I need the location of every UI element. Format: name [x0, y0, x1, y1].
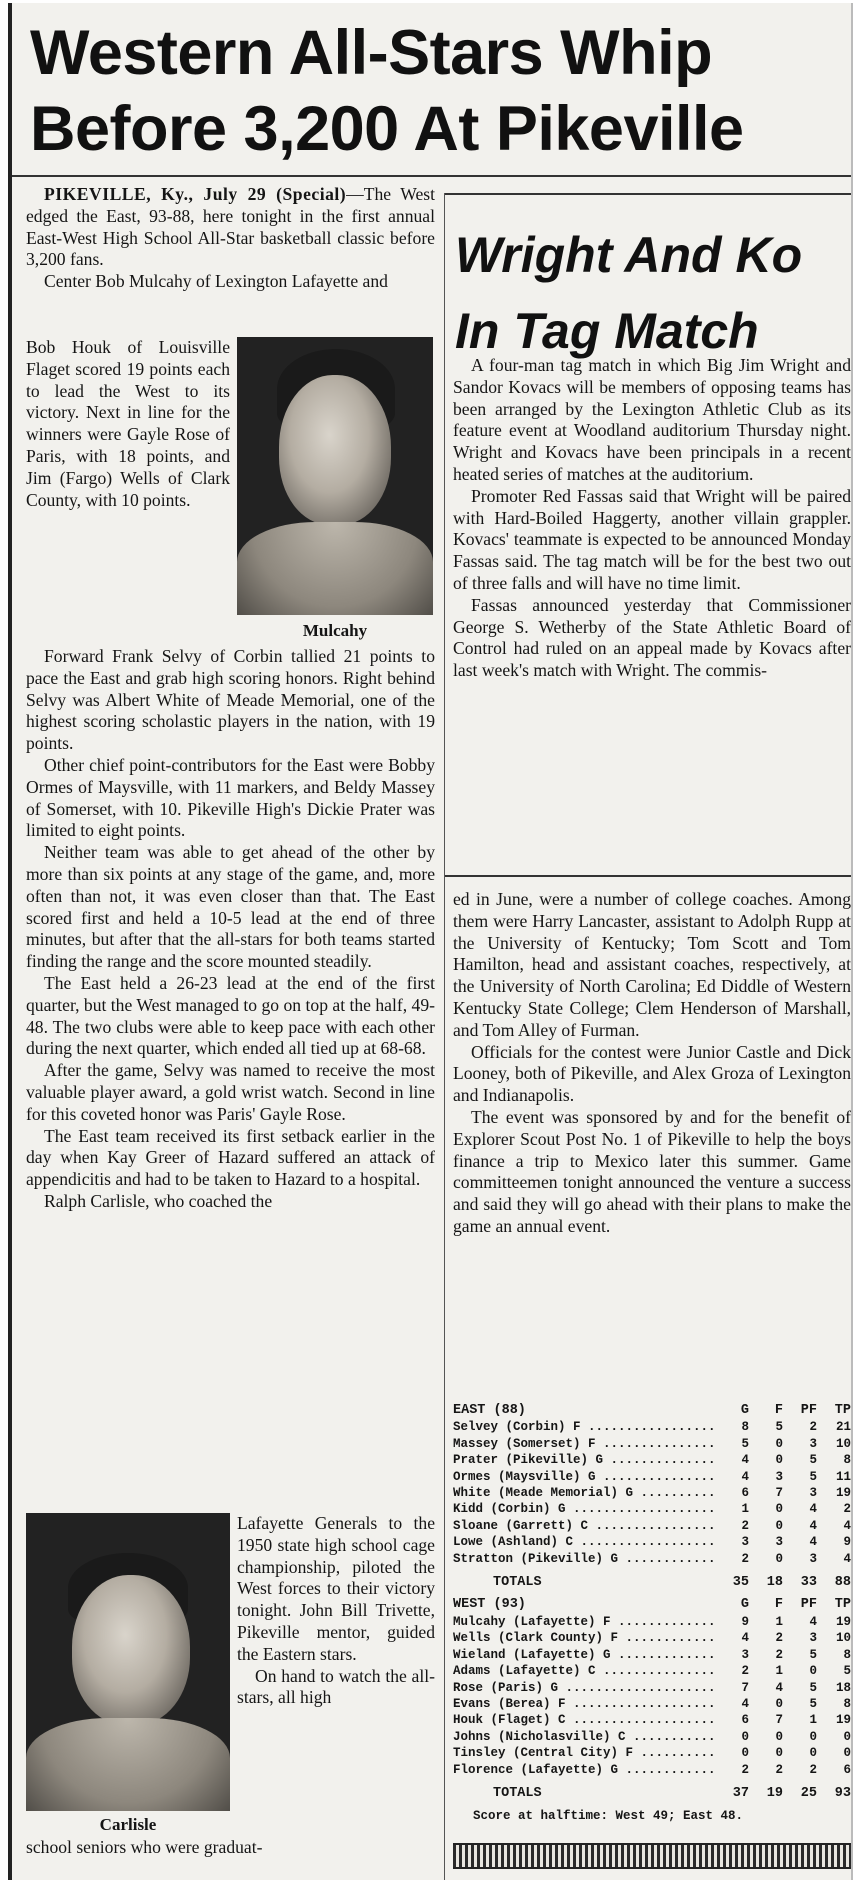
paragraph-6: The East held a 26-23 lead at the end of the first quarter, but the West managed to go on top at the half, 49-48. The two clubs were able to keep pace with each other during the next quarter, which ended all tied up at 68-68. [26, 972, 435, 1059]
wrestling-article [453, 355, 851, 682]
east-totals-row: TOTALS 35 18 33 88 [493, 1575, 851, 1591]
box-score-player-row: Lowe (Ashland) C ..... 3 3 4 9 [453, 1534, 853, 1550]
box-score [453, 1403, 853, 1825]
box-score-player-row: Mulcahy (Lafayette) F ..... 9 1 4 19 [453, 1614, 853, 1630]
headline-line-1: Western All-Stars Whip [30, 18, 713, 88]
wrestling-paragraph-2: Promoter Red Fassas said that Wright will be paired with Hard-Boiled Haggerty, another villain grappler. Kovacs' teammate is expected to be announced Monday Fassas said. The tag match will be for the best two out of three falls and will have no time limit. [453, 485, 851, 593]
decorative-border-strip [453, 1843, 853, 1869]
mulcahy-photo [237, 337, 433, 615]
box-score-player-row: Houk (Flaget) C ..... 6 7 1 19 [453, 1712, 853, 1728]
west-totals-row: TOTALS 37 19 25 93 [493, 1785, 851, 1801]
headline-rule [12, 175, 853, 177]
paragraph-4: Other chief point-contributors for the East were Bobby Ormes of Maysville, with 11 markers, and Beldy Massey of Somerset, with 10. Pikeville High's Dickie Prater was limited to eight points. [26, 754, 435, 841]
box-score-player-row: Johns (Nicholasville) C ..... 0 0 0 0 [453, 1729, 853, 1745]
box-score-player-row: Massey (Somerset) F ..... 5 0 3 10 [453, 1436, 853, 1452]
wrestling-headline-line-2: In Tag Match [455, 303, 759, 359]
box-score-player-row: Kidd (Corbin) G ..... 1 0 4 2 [453, 1501, 853, 1517]
continued-paragraph-2: Officials for the contest were Junior Castle and Dick Looney, both of Pikeville, and Alex Groza of Lexington and Indianapolis. [453, 1041, 851, 1106]
left-column-wrap-1 [26, 337, 230, 511]
main-headline [30, 15, 853, 167]
left-column-middle [26, 646, 435, 1213]
right-top-rule [445, 193, 853, 195]
left-column-wrap-2 [237, 1513, 435, 1709]
paragraph-5: Neither team was able to get ahead of the other by more than six points at any stage of the game, and, more often than not, it was even closer than that. The East scored first and held a 10-5 lead at the end of three minutes, but after that the all-stars for both teams started finding the range and the score mounted steadily. [26, 842, 435, 972]
newspaper-clipping [8, 3, 853, 1880]
paragraph-3: Forward Frank Selvy of Corbin tallied 21 points to pace the East and grab high scoring honors. Right behind Selvy was Albert White of Meade Memorial, one of the highest scoring scholastic players in the nation, with 19 points. [26, 646, 435, 754]
carlisle-photo [26, 1513, 230, 1811]
east-header-row: EAST (88) G F PF TP [453, 1403, 851, 1418]
box-score-player-row: White (Meade Memorial) G ..... 6 7 3 19 [453, 1485, 853, 1501]
box-score-player-row: Sloane (Garrett) C ..... 2 0 4 4 [453, 1518, 853, 1534]
paragraph-8: The East team received its first setback earlier in the day when Kay Greer of Hazard suffered an attack of appendicitis and had to be taken to Hazard to a hospital. [26, 1125, 435, 1190]
continued-article [453, 889, 851, 1238]
box-score-player-row: Selvey (Corbin) F ..... 8 5 2 21 [453, 1419, 853, 1435]
wrestling-paragraph-1: A four-man tag match in which Big Jim Wright and Sandor Kovacs will be members of opposing teams has been arranged by the Lexington Athletic Club as its feature event at Woodland auditorium Thursday night. Wright and Kovacs have been principals in a recent heated series of matches at the auditorium. [453, 355, 851, 484]
mulcahy-caption: Mulcahy [302, 621, 368, 640]
box-score-player-row: Wells (Clark County) F ..... 4 2 3 10 [453, 1630, 853, 1646]
wrestling-headline-line-1: Wright And Ko [455, 227, 803, 283]
wrestling-paragraph-3: Fassas announced yesterday that Commissioner George S. Wetherby of the State Athletic Board of Control had ruled on an appeal made by Kovacs after last week's match with Wright. The commis- [453, 594, 851, 681]
paragraph-10b: school seniors who were graduat- [26, 1837, 263, 1857]
box-score-player-row: Stratton (Pikeville) G ..... 2 0 3 4 [453, 1551, 853, 1567]
halftime-score: Score at halftime: West 49; East 48. [473, 1809, 744, 1824]
box-score-player-row: Rose (Paris) G ..... 7 4 5 18 [453, 1680, 853, 1696]
paragraph-2a: Center Bob Mulcahy of Lexington Lafayette and [44, 271, 388, 292]
paragraph-2b: Bob Houk of Louisville Flaget scored 19 points each to lead the West to its victory. Next in line for the winners were Gayle Rose of Paris, with 18 points, and Jim (Fargo) Wells of Clark County, with 10 points. [26, 337, 230, 510]
box-score-player-row: Prater (Pikeville) G ..... 4 0 5 8 [453, 1452, 853, 1468]
left-column-bottom [26, 1837, 435, 1859]
box-score-player-row: Florence (Lafayette) G ..... 2 2 2 6 [453, 1762, 853, 1778]
article-separator [445, 875, 853, 877]
wrestling-headline [455, 215, 853, 371]
column-divider [444, 193, 445, 1880]
carlisle-caption: Carlisle [99, 1815, 157, 1834]
paragraph-10a: On hand to watch the all-stars, all high [237, 1665, 435, 1708]
box-score-player-row: Evans (Berea) F ..... 4 0 5 8 [453, 1696, 853, 1712]
paragraph-9b: Lafayette Generals to the 1950 state high school cage championship, piloted the West forces to their victory tonight. John Bill Trivette, Pikeville mentor, guided the Eastern stars. [237, 1513, 435, 1664]
box-score-player-row: Adams (Lafayette) C ..... 2 1 0 5 [453, 1663, 853, 1679]
left-column-top [26, 184, 435, 293]
paragraph-9a: Ralph Carlisle, who coached the [44, 1190, 273, 1211]
headline-line-2: Before 3,200 At Pikeville [30, 94, 744, 164]
west-header-row: WEST (93) G F PF TP [453, 1597, 851, 1613]
box-score-player-row: Tinsley (Central City) F ..... 0 0 0 0 [453, 1745, 853, 1761]
box-score-player-row: Ormes (Maysville) G ..... 4 3 5 11 [453, 1469, 853, 1485]
dateline: PIKEVILLE, Ky., July 29 (Special) [44, 184, 347, 204]
box-score-player-row: Wieland (Lafayette) G ..... 3 2 5 8 [453, 1647, 853, 1663]
continued-paragraph-1: ed in June, were a number of college coaches. Among them were Harry Lancaster, assistant to Adolph Rupp at the University of Kentucky; Tom Scott and Tom Hamilton, head and assistant coaches, respectively, at the University of North Carolina; Ed Diddle of Western Kentucky State College; Clem Henderson of Marshall, and Tom Alley of Furman. [453, 889, 851, 1040]
continued-paragraph-3: The event was sponsored by and for the benefit of Explorer Scout Post No. 1 of Pikeville to help the boys finance a trip to Mexico later this summer. Game committeemen tonight announced the venture a success and said they will go ahead with their plans to make the game an annual event. [453, 1106, 851, 1236]
lead-paragraph: PIKEVILLE, Ky., July 29 (Special)—The West edged the East, 93-88, here tonight in the first annual East-West High School All-Star basketball classic before 3,200 fans. [26, 184, 435, 270]
paragraph-7: After the game, Selvy was named to receive the most valuable player award, a gold wrist watch. Second in line for this coveted honor was Paris' Gayle Rose. [26, 1060, 435, 1124]
